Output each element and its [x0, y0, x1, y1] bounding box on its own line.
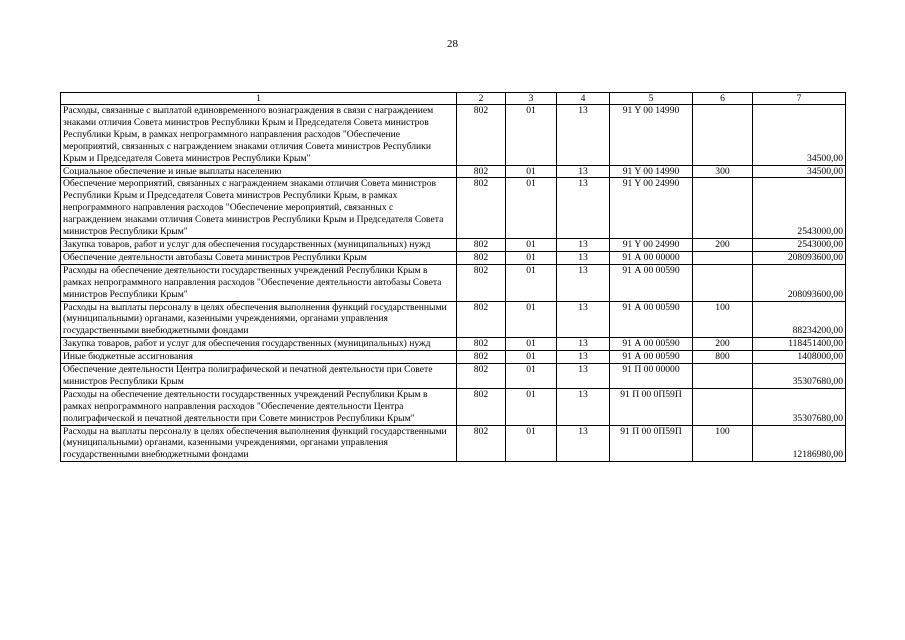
row-admin-code: 802: [457, 301, 506, 338]
row-subsection: 13: [557, 105, 610, 166]
row-subsection: 13: [557, 338, 610, 351]
row-amount: 208093600,00: [753, 264, 846, 301]
row-description: Расходы на выплаты персоналу в целях обеспечения выполнения функций государственными (муниципальными) органами, казенными учреждениями, органами управления государственными внебюджетными фондами: [61, 301, 457, 338]
row-target-article: 91 Y 00 24990: [610, 238, 693, 251]
row-expense-type: [693, 251, 753, 264]
table-row: [61, 251, 846, 264]
table-row: [61, 301, 846, 338]
row-amount: 34500,00: [753, 165, 846, 178]
row-target-article: 91 Y 00 14990: [610, 105, 693, 166]
column-header: 5: [610, 93, 693, 105]
row-subsection: 13: [557, 251, 610, 264]
row-expense-type: 100: [693, 425, 753, 462]
row-section: 01: [506, 165, 557, 178]
row-expense-type: 200: [693, 338, 753, 351]
table-row: [61, 364, 846, 389]
table-row: [61, 105, 846, 166]
row-expense-type: [693, 388, 753, 425]
row-amount: 2543000,00: [753, 238, 846, 251]
row-expense-type: [693, 364, 753, 389]
row-subsection: 13: [557, 351, 610, 364]
row-description: Закупка товаров, работ и услуг для обеспечения государственных (муниципальных) нужд: [61, 238, 457, 251]
row-amount: 34500,00: [753, 105, 846, 166]
row-section: 01: [506, 238, 557, 251]
row-amount: 12186980,00: [753, 425, 846, 462]
row-target-article: 91 П 00 0П59П: [610, 388, 693, 425]
row-amount: 88234200,00: [753, 301, 846, 338]
row-expense-type: [693, 178, 753, 239]
table-row: [61, 264, 846, 301]
row-description: Обеспечение мероприятий, связанных с награждением знаками отличия Совета министров Республики Крым и Председателя Совета министров Республики Крым, в рамках непрограммного направления расходов "Обеспечение мероприятий, связанных с награждением знаками отличия Совета министров Республики Крым и Председателя Совета министров Республики Крым": [61, 178, 457, 239]
row-admin-code: 802: [457, 338, 506, 351]
row-admin-code: 802: [457, 238, 506, 251]
table-row: [61, 178, 846, 239]
row-subsection: 13: [557, 388, 610, 425]
table-row: [61, 388, 846, 425]
row-subsection: 13: [557, 238, 610, 251]
row-target-article: 91 А 00 00000: [610, 251, 693, 264]
row-target-article: 91 А 00 00590: [610, 264, 693, 301]
row-amount: 35307680,00: [753, 388, 846, 425]
table-row: [61, 351, 846, 364]
row-section: 01: [506, 264, 557, 301]
row-subsection: 13: [557, 264, 610, 301]
row-description: Иные бюджетные ассигнования: [61, 351, 457, 364]
table-header-row: [61, 93, 846, 105]
column-header: 6: [693, 93, 753, 105]
row-admin-code: 802: [457, 105, 506, 166]
row-target-article: 91 Y 00 24990: [610, 178, 693, 239]
row-section: 01: [506, 301, 557, 338]
row-section: 01: [506, 364, 557, 389]
row-section: 01: [506, 178, 557, 239]
row-target-article: 91 А 00 00590: [610, 351, 693, 364]
row-expense-type: 800: [693, 351, 753, 364]
row-amount: 118451400,00: [753, 338, 846, 351]
row-admin-code: 802: [457, 178, 506, 239]
row-admin-code: 802: [457, 351, 506, 364]
row-description: Расходы на выплаты персоналу в целях обеспечения выполнения функций государственными (муниципальными) органами, казенными учреждениями, органами управления государственными внебюджетными фондами: [61, 425, 457, 462]
row-description: Обеспечение деятельности автобазы Совета министров Республики Крым: [61, 251, 457, 264]
row-admin-code: 802: [457, 364, 506, 389]
row-admin-code: 802: [457, 264, 506, 301]
row-description: Закупка товаров, работ и услуг для обеспечения государственных (муниципальных) нужд: [61, 338, 457, 351]
row-section: 01: [506, 425, 557, 462]
row-description: Расходы на обеспечение деятельности государственных учреждений Республики Крым в рамках непрограммного направления расходов "Обеспечение деятельности автобазы Совета министров Республики Крым": [61, 264, 457, 301]
row-amount: 208093600,00: [753, 251, 846, 264]
table-row: [61, 338, 846, 351]
row-section: 01: [506, 388, 557, 425]
row-expense-type: 200: [693, 238, 753, 251]
row-expense-type: 100: [693, 301, 753, 338]
row-description: Обеспечение деятельности Центра полиграфической и печатной деятельности при Совете министров Республики Крым: [61, 364, 457, 389]
row-amount: 2543000,00: [753, 178, 846, 239]
column-header: 7: [753, 93, 846, 105]
table-row: [61, 238, 846, 251]
page-number: 28: [447, 38, 458, 50]
column-header: 2: [457, 93, 506, 105]
row-section: 01: [506, 338, 557, 351]
row-target-article: 91 П 00 0П59П: [610, 425, 693, 462]
column-header: 4: [557, 93, 610, 105]
row-admin-code: 802: [457, 165, 506, 178]
row-amount: 35307680,00: [753, 364, 846, 389]
table-row: [61, 425, 846, 462]
row-description: Расходы, связанные с выплатой единовременного вознаграждения в связи с награждением знаками отличия Совета министров Республики Крым и Председателя Совета министров Республики Крым, в рамках непрограммного направления расходов "Обеспечение мероприятий, связанных с награждением знаками отличия Совета министров Республики Крым и Председателя Совета министров Республики Крым": [61, 105, 457, 166]
row-subsection: 13: [557, 301, 610, 338]
row-description: Расходы на обеспечение деятельности государственных учреждений Республики Крым в рамках непрограммного направления расходов "Обеспечение деятельности Центра полиграфической и печатной деятельности при Совете министров Республики Крым": [61, 388, 457, 425]
row-target-article: 91 П 00 00000: [610, 364, 693, 389]
row-subsection: 13: [557, 178, 610, 239]
row-description: Социальное обеспечение и иные выплаты населению: [61, 165, 457, 178]
row-expense-type: 300: [693, 165, 753, 178]
row-section: 01: [506, 251, 557, 264]
budget-table: [60, 92, 846, 462]
table-row: [61, 165, 846, 178]
row-section: 01: [506, 105, 557, 166]
row-admin-code: 802: [457, 425, 506, 462]
row-target-article: 91 А 00 00590: [610, 301, 693, 338]
row-section: 01: [506, 351, 557, 364]
row-subsection: 13: [557, 364, 610, 389]
column-header: 3: [506, 93, 557, 105]
row-target-article: 91 А 00 00590: [610, 338, 693, 351]
column-header: 1: [61, 93, 457, 105]
row-amount: 1408000,00: [753, 351, 846, 364]
row-expense-type: [693, 264, 753, 301]
row-subsection: 13: [557, 425, 610, 462]
row-admin-code: 802: [457, 251, 506, 264]
row-subsection: 13: [557, 165, 610, 178]
row-expense-type: [693, 105, 753, 166]
row-admin-code: 802: [457, 388, 506, 425]
row-target-article: 91 Y 00 14990: [610, 165, 693, 178]
